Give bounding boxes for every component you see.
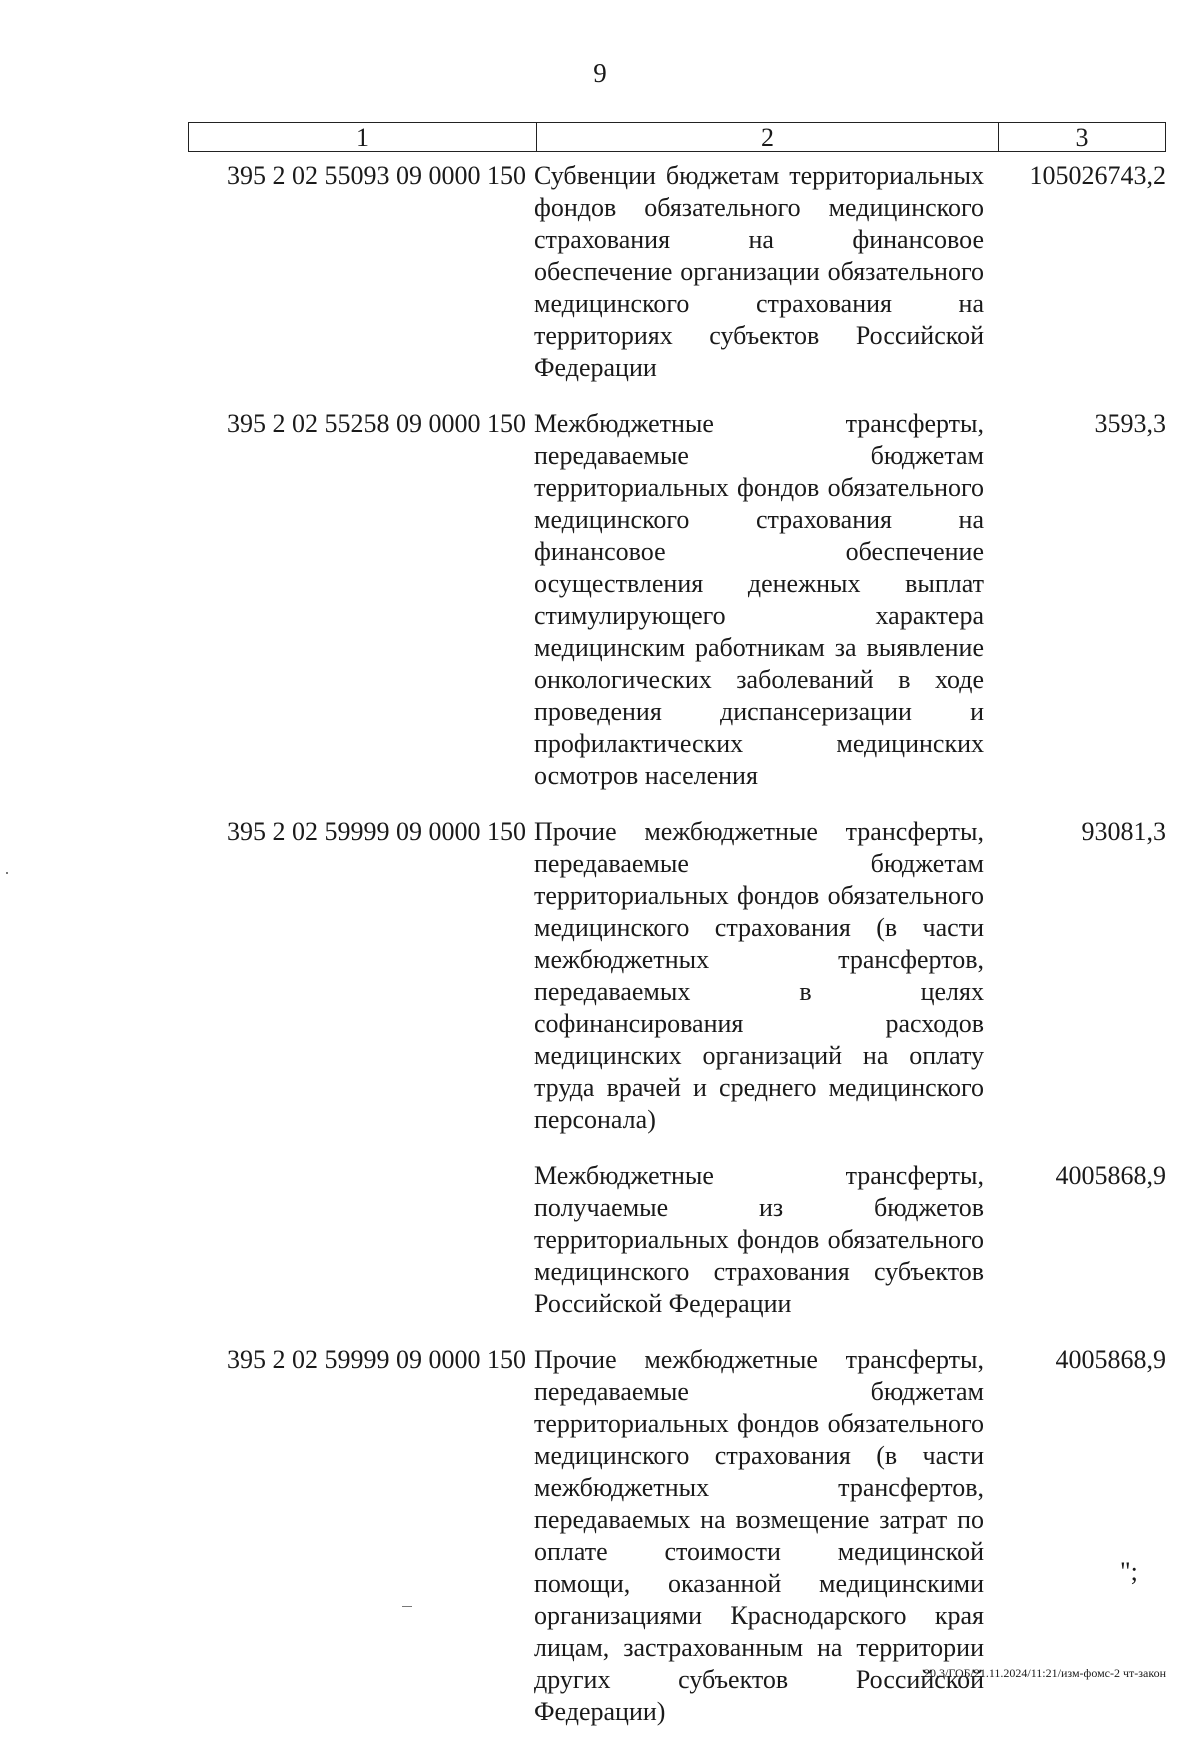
budget-code: 395 2 02 59999 09 0000 150 [227, 1345, 526, 1374]
table-row [188, 160, 1166, 384]
amount: 93081,3 [1081, 817, 1166, 846]
scan-artifact [402, 1606, 412, 1607]
budget-code: 395 2 02 59999 09 0000 150 [227, 817, 526, 846]
table-header-col-2: 2 [537, 123, 999, 151]
closing-quote-mark: "; [1120, 1557, 1138, 1586]
scan-artifact [6, 872, 8, 874]
revenue-name: Субвенции бюджетам территориальных фондов обязательного медицинского страхования на финансовое обеспечение организации обязательного медицинского страхования на территориях субъектов Российской Федерации [534, 161, 984, 382]
revenue-name: Прочие межбюджетные трансферты, передаваемые бюджетам территориальных фондов обязательного медицинского страхования (в части межбюджетных трансфертов, передаваемых на возмещение затрат по оплате стоимости медицинской помощи, оказанной медицинскими организациями Краснодарского края лицам, застрахованным на территории других субъектов Российской Федерации) [534, 1345, 984, 1726]
table-body [188, 160, 1166, 1752]
amount: 3593,3 [1094, 409, 1166, 438]
revenue-name: Прочие межбюджетные трансферты, передаваемые бюджетам территориальных фондов обязательного медицинского страхования (в части межбюджетных трансфертов, передаваемых в целях софинансирования расходов медицинских организаций на оплату труда врачей и среднего медицинского персонала) [534, 817, 984, 1134]
revenue-name: Межбюджетные трансферты, передаваемые бюджетам территориальных фондов обязательного медицинского страхования на финансовое обеспечение осуществления денежных выплат стимулирующего характера медицинским работникам за выявление онкологических заболеваний в ходе проведения диспансеризации и профилактических медицинских осмотров населения [534, 409, 984, 790]
revenue-name: Межбюджетные трансферты, получаемые из бюджетов территориальных фондов обязательного медицинского страхования субъектов Российской Федерации [534, 1161, 984, 1318]
document-footer-reference: 20.3/ГОБ/21.11.2024/11:21/изм-фомс-2 чт-закон [923, 1666, 1166, 1680]
table-row [188, 816, 1166, 1136]
amount: 105026743,2 [1029, 161, 1166, 190]
amount: 4005868,9 [1055, 1161, 1166, 1190]
table-header-col-1: 1 [189, 123, 537, 151]
amount: 4005868,9 [1055, 1345, 1166, 1374]
page-number: 9 [593, 58, 607, 88]
budget-code: 395 2 02 55093 09 0000 150 [227, 161, 526, 190]
budget-code: 395 2 02 55258 09 0000 150 [227, 409, 526, 438]
table-header-row [188, 122, 1166, 152]
table-row [188, 408, 1166, 792]
table-row [188, 1160, 1166, 1320]
table-header-col-3: 3 [1075, 123, 1089, 152]
